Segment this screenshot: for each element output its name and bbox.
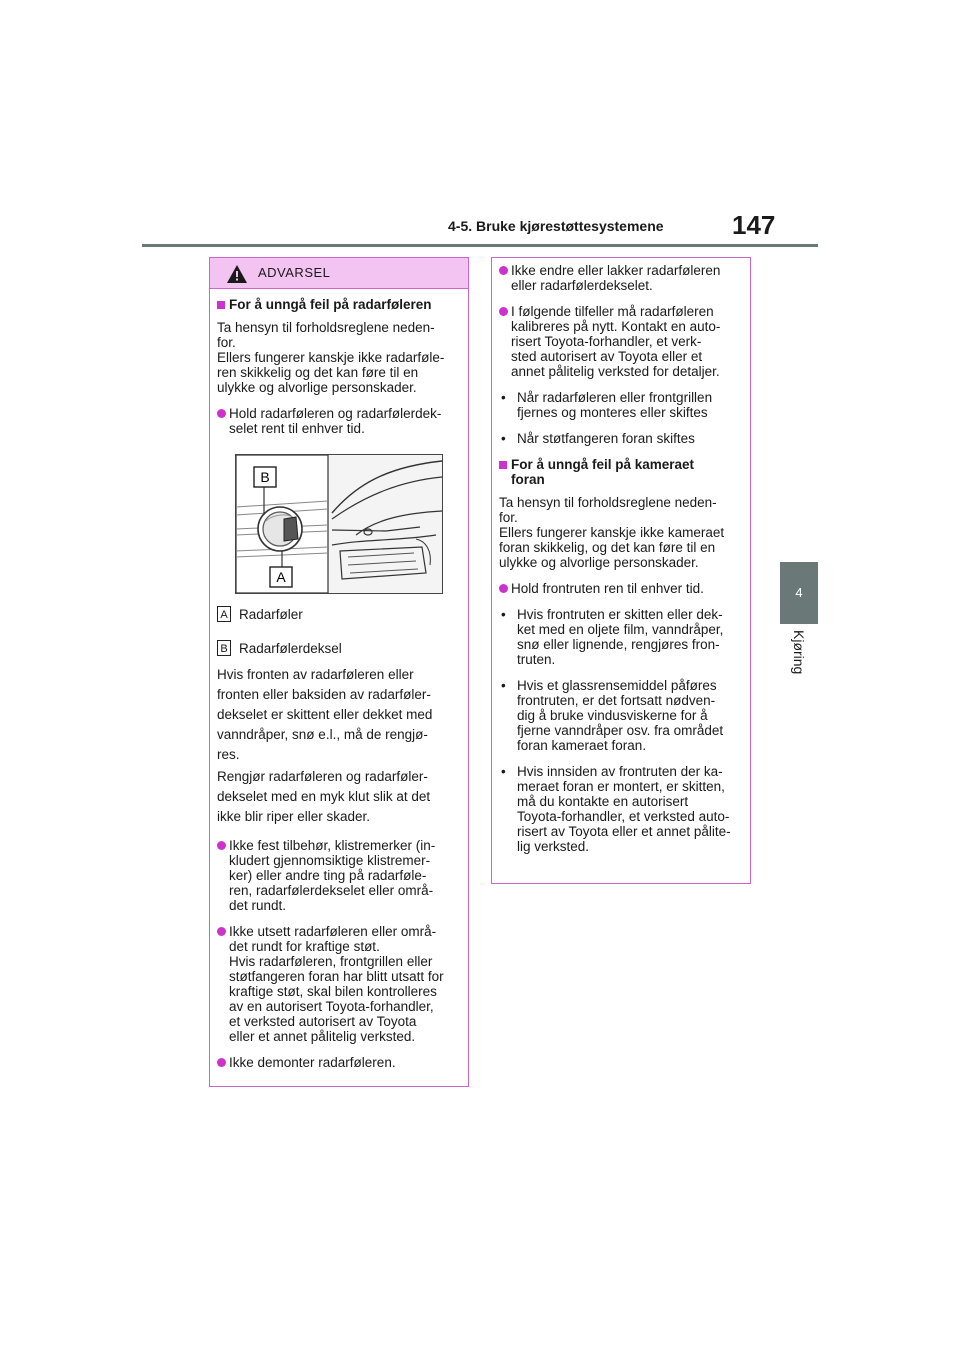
circle-bullet-icon (217, 927, 226, 936)
small-bullet-icon: • (501, 607, 506, 622)
small-bullet-icon: • (501, 431, 506, 446)
section-title: 4-5. Bruke kjørestøttesystemene (448, 218, 664, 234)
list-item: Hold frontruten ren til enhver tid. (499, 581, 744, 596)
small-bullet-icon: • (501, 764, 506, 779)
intro-line: foran skikkelig, og det kan føre til en (499, 540, 716, 555)
legend-item (217, 640, 462, 656)
warning-box-right (491, 257, 751, 884)
car-front-illustration (236, 455, 442, 593)
section-heading: For å unngå feil på kameraet foran (499, 457, 744, 487)
list-item: Hold radarføleren og radarfølerdek- selet rent til enhver tid. (217, 406, 462, 436)
paragraph: Rengjør radarføleren og radarføler- dekselet med en myk klut slik at det ikke blir riper eller skader. (217, 769, 431, 824)
sub-item: • Hvis et glassrensemiddel påføres frontruten, er det fortsatt nødven- dig å bruke vindusviskerne for å fjerne vanndråper osv. fra området foran kameraet foran. (501, 678, 724, 753)
warning-banner (210, 258, 468, 289)
sub-item: • Når støtfangeren foran skiftes (501, 431, 695, 446)
legend-text: Radarfølerdeksel (239, 640, 342, 656)
circle-bullet-icon (499, 584, 508, 593)
radar-sensor-illustration (235, 454, 443, 594)
small-bullet-icon: • (501, 390, 506, 405)
legend-text: Radarføler (239, 606, 303, 622)
circle-bullet-icon (499, 266, 508, 275)
intro-line: for. (499, 510, 518, 525)
warning-box-left (209, 257, 469, 1087)
chapter-tab: 4 (780, 562, 818, 624)
list-item: Ikke demonter radarføleren. (217, 1055, 462, 1070)
sub-item: • Hvis frontruten er skitten eller dek- ket med en oljete film, vanndråper, snø eller lignende, rengjøres fron- truten. (501, 607, 724, 667)
legend-item (217, 606, 462, 622)
intro-line: for. (217, 335, 236, 350)
intro-line: ulykke og alvorlige personskader. (499, 555, 699, 570)
square-bullet-icon (217, 301, 225, 309)
list-item: Ikke endre eller lakker radarføleren eller radarfølerdekselet. (499, 263, 744, 293)
circle-bullet-icon (217, 409, 226, 418)
circle-bullet-icon (217, 1058, 226, 1067)
list-item: I følgende tilfeller må radarføleren kalibreres på nytt. Kontakt en auto- risert Toyota-forhandler, et verk- sted autorisert av Toyota eller et annet pålitelig verksted for detaljer. (499, 304, 744, 379)
callout-a: A (276, 569, 286, 585)
page-number: 147 (732, 210, 776, 240)
paragraph: Hvis fronten av radarføleren eller fronten eller baksiden av radarføler- dekselet er skittent eller dekket med vanndråper, snø e.l., må de rengjø- res. (217, 667, 433, 762)
warning-label: ADVARSEL (258, 265, 331, 280)
sub-item: • Når radarføleren eller frontgrillen fjernes og monteres eller skiftes (501, 390, 713, 420)
square-bullet-icon (499, 461, 507, 469)
section-heading: For å unngå feil på radarføleren (217, 297, 462, 312)
intro-line: ren skikkelig og det kan føre til en (217, 365, 419, 380)
tag-a: A (217, 606, 231, 622)
chapter-name-text: Kjøring (791, 630, 807, 675)
intro-line: Ellers fungerer kanskje ikke kameraet (499, 525, 725, 540)
circle-bullet-icon (217, 841, 226, 850)
callout-b: B (260, 469, 270, 485)
intro-line: Ellers fungerer kanskje ikke radarføle- (217, 350, 445, 365)
intro-line: ulykke og alvorlige personskader. (217, 380, 417, 395)
tag-b: B (217, 640, 231, 656)
sub-item: • Hvis innsiden av frontruten der ka- meraet foran er montert, er skitten, må du kontakte en autorisert Toyota-forhandler, et verksted auto- risert av Toyota eller et annet pålite- lig verksted. (501, 764, 731, 854)
list-item: Ikke utsett radarføleren eller områ- det rundt for kraftige støt. Hvis radarføleren, frontgrillen eller støtfangeren foran har blitt utsatt for kraftige støt, skal bilen kontrolleres av en autorisert Toyota-forhandler, et verksted autorisert av Toyota eller et annet pålitelig verksted. (217, 924, 462, 1044)
small-bullet-icon: • (501, 678, 506, 693)
intro-line: Ta hensyn til forholdsreglene neden- (499, 495, 717, 510)
header-rule (142, 244, 818, 247)
warning-icon (226, 264, 248, 284)
chapter-name (784, 630, 814, 710)
list-item: Ikke fest tilbehør, klistremerker (in- kludert gjennomsiktige klistremer- ker) eller andre ting på radarføle- ren, radarfølerdekselet eller områ- det rundt. (217, 838, 462, 913)
intro-line: Ta hensyn til forholdsreglene neden- (217, 320, 435, 335)
circle-bullet-icon (499, 307, 508, 316)
